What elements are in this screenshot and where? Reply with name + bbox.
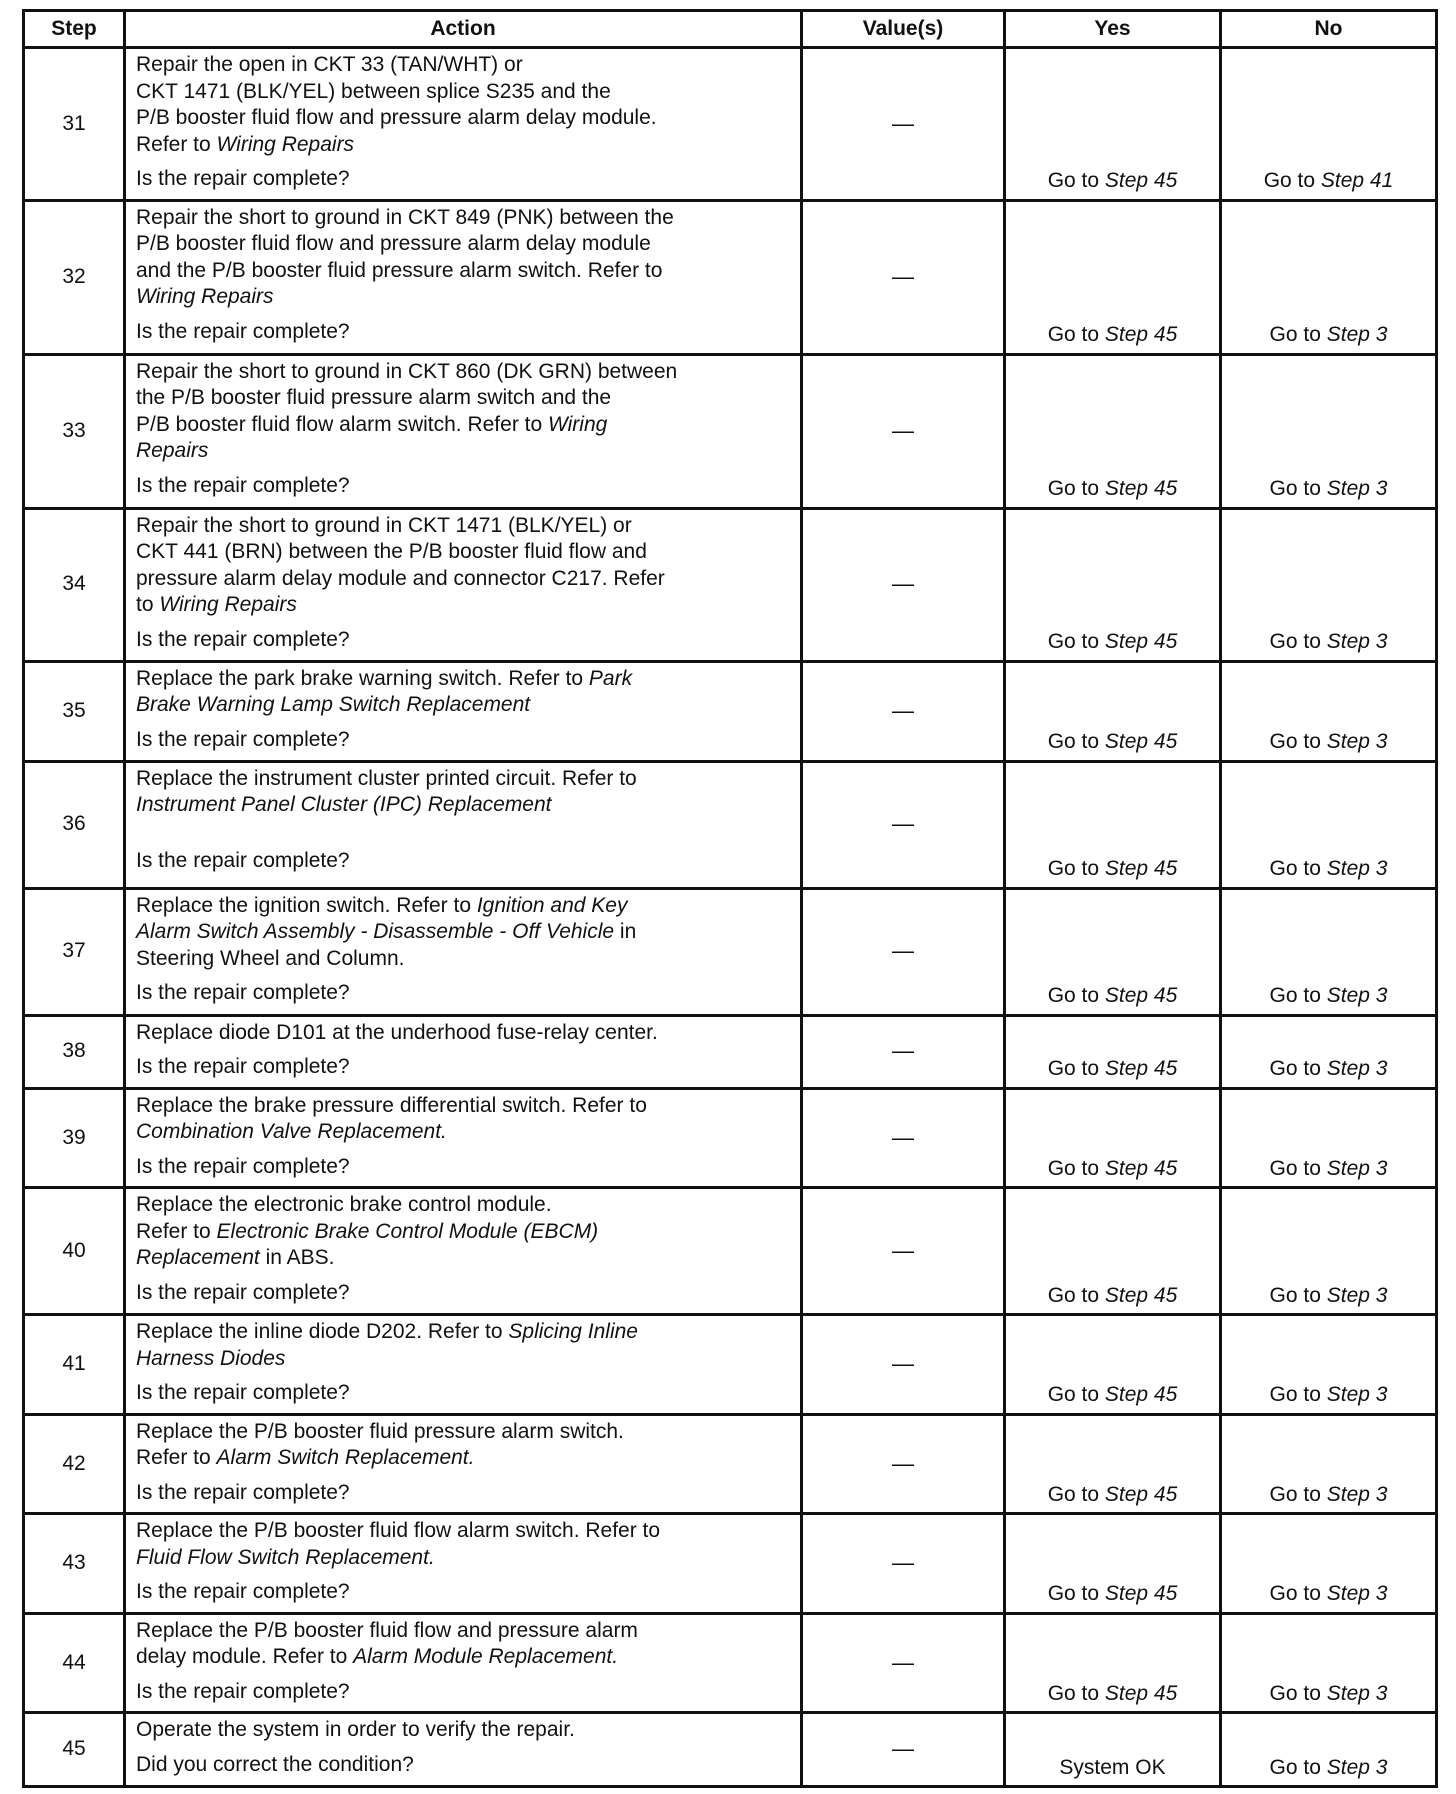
- step-number: 38: [24, 1015, 125, 1088]
- reference-link-text: Alarm Switch Assembly - Disassemble - Off Vehicle: [136, 920, 615, 943]
- action-cell: [125, 48, 802, 201]
- value-cell: —: [802, 1315, 1005, 1415]
- yes-step-ref: Step 45: [1104, 1681, 1178, 1705]
- table-row: [24, 508, 1437, 661]
- reference-link-text: Combination Valve Replacement.: [136, 1120, 447, 1143]
- value-cell: —: [802, 1613, 1005, 1713]
- yes-step-ref: Step 45: [1104, 984, 1178, 1007]
- yes-step-ref: Step 45: [1104, 1482, 1178, 1506]
- no-step-ref: Step 3: [1326, 630, 1388, 653]
- yes-result: [1005, 1713, 1221, 1787]
- diagnostic-table: [22, 9, 1438, 1788]
- header-step: Step: [24, 11, 125, 48]
- action-line: [136, 1346, 792, 1373]
- action-line: [136, 566, 792, 593]
- action-question: Is the repair complete?: [136, 473, 350, 497]
- no-result: [1221, 508, 1437, 661]
- action-segment: P/B booster fluid flow alarm switch. Refer to: [136, 412, 548, 436]
- action-segment: Steering Wheel and Column.: [136, 946, 405, 970]
- action-segment: Replace the P/B booster fluid pressure alarm switch.: [136, 1419, 624, 1443]
- action-segment: to: [136, 593, 160, 616]
- no-result: [1221, 354, 1437, 508]
- value-cell: —: [802, 1188, 1005, 1315]
- reference-link-text: Alarm Module Replacement.: [353, 1645, 619, 1668]
- step-number: 39: [24, 1088, 125, 1188]
- action-text: [136, 1319, 792, 1372]
- no-prefix: Go to: [1269, 1482, 1327, 1506]
- no-result: [1221, 1713, 1437, 1787]
- no-result: [1221, 888, 1437, 1015]
- yes-prefix: Go to: [1047, 984, 1105, 1007]
- action-cell: [125, 888, 802, 1015]
- action-text: [136, 1093, 792, 1146]
- no-step-ref: Step 3: [1326, 730, 1388, 753]
- value-cell: —: [802, 508, 1005, 661]
- step-number: 41: [24, 1315, 125, 1415]
- header-action: Action: [125, 11, 802, 48]
- action-segment: P/B booster fluid flow and pressure alarm delay module.: [136, 106, 657, 129]
- action-line: [136, 919, 792, 946]
- yes-result: [1005, 888, 1221, 1015]
- action-line: [136, 79, 792, 106]
- action-text: [136, 1192, 792, 1272]
- no-prefix: Go to: [1269, 1383, 1327, 1406]
- action-cell: [125, 661, 802, 761]
- action-question: Is the repair complete?: [136, 981, 350, 1004]
- action-line: [136, 1219, 792, 1246]
- yes-prefix: Go to: [1047, 1156, 1105, 1180]
- no-step-ref: Step 41: [1320, 169, 1394, 192]
- action-line: [136, 284, 792, 311]
- header-row: [24, 11, 1437, 48]
- yes-result: [1005, 1414, 1221, 1514]
- action-segment: Replace the P/B booster fluid flow alarm switch. Refer to: [136, 1519, 661, 1542]
- table-row: [24, 354, 1437, 508]
- step-number: 35: [24, 661, 125, 761]
- yes-prefix: Go to: [1047, 1582, 1105, 1605]
- no-step-ref: Step 3: [1326, 857, 1388, 880]
- reference-link-text: Brake Warning Lamp Switch Replacement: [136, 693, 531, 716]
- table-row: [24, 1088, 1437, 1188]
- action-line: [136, 1618, 792, 1645]
- no-result: [1221, 1315, 1437, 1415]
- action-line: [136, 792, 792, 819]
- action-segment: Operate the system in order to verify the repair.: [136, 1718, 575, 1741]
- no-result: [1221, 48, 1437, 201]
- action-question: Is the repair complete?: [136, 319, 350, 343]
- no-prefix: Go to: [1269, 1582, 1327, 1605]
- action-text: [136, 1020, 792, 1047]
- no-prefix: Go to: [1263, 169, 1321, 192]
- action-line: [136, 205, 792, 232]
- yes-result: [1005, 1514, 1221, 1614]
- action-cell: [125, 1713, 802, 1787]
- yes-step-ref: Step 45: [1104, 323, 1178, 346]
- table-row: [24, 1315, 1437, 1415]
- action-question: Is the repair complete?: [136, 1154, 350, 1178]
- action-cell: [125, 1088, 802, 1188]
- step-number: 40: [24, 1188, 125, 1315]
- action-text: [136, 1717, 792, 1744]
- yes-result: [1005, 48, 1221, 201]
- header-values: Value(s): [802, 11, 1005, 48]
- yes-prefix: Go to: [1047, 477, 1105, 500]
- action-line: [136, 1020, 792, 1047]
- action-line: [136, 766, 792, 793]
- action-segment: Replace the park brake warning switch. Refer to: [136, 666, 589, 690]
- value-cell: —: [802, 661, 1005, 761]
- action-segment: P/B booster fluid flow and pressure alarm delay module: [136, 232, 651, 255]
- no-result: [1221, 1613, 1437, 1713]
- no-prefix: Go to: [1269, 1681, 1327, 1705]
- yes-step-ref: Step 45: [1104, 730, 1178, 753]
- action-line: [136, 438, 792, 465]
- yes-prefix: Go to: [1047, 1283, 1105, 1307]
- action-segment: Refer to: [136, 1219, 217, 1243]
- action-segment: Repair the short to ground in CKT 849 (PNK) between the: [136, 205, 674, 229]
- no-result: [1221, 1414, 1437, 1514]
- table-row: [24, 661, 1437, 761]
- no-prefix: Go to: [1269, 730, 1327, 753]
- no-step-ref: Step 3: [1326, 1283, 1388, 1307]
- yes-step-ref: Step 45: [1104, 857, 1178, 880]
- yes-result: [1005, 1088, 1221, 1188]
- yes-result: [1005, 661, 1221, 761]
- action-segment: Replace the brake pressure differential switch. Refer to: [136, 1093, 647, 1117]
- action-line: [136, 513, 792, 540]
- step-number: 31: [24, 48, 125, 201]
- reference-link-text: Park: [588, 666, 633, 690]
- no-result: [1221, 661, 1437, 761]
- action-line: [136, 105, 792, 132]
- action-cell: [125, 1514, 802, 1614]
- action-line: [136, 1319, 792, 1346]
- reference-link-text: Wiring Repairs: [216, 132, 355, 156]
- no-result: [1221, 200, 1437, 354]
- action-text: [136, 52, 792, 158]
- no-result: [1221, 1015, 1437, 1088]
- action-line: [136, 412, 792, 439]
- reference-link-text: Splicing Inline: [508, 1320, 638, 1343]
- no-prefix: Go to: [1269, 1283, 1327, 1307]
- yes-prefix: Go to: [1047, 1383, 1105, 1406]
- header-no: No: [1221, 11, 1437, 48]
- action-line: [136, 592, 792, 619]
- action-segment: Repair the open in CKT 33 (TAN/WHT) or: [136, 53, 523, 76]
- action-text: [136, 1419, 792, 1472]
- action-question: Is the repair complete?: [136, 627, 350, 651]
- yes-result: [1005, 200, 1221, 354]
- yes-prefix: Go to: [1047, 630, 1105, 653]
- reference-link-text: Ignition and Key: [476, 893, 628, 917]
- action-question: Is the repair complete?: [136, 1480, 350, 1504]
- no-prefix: Go to: [1269, 630, 1327, 653]
- yes-prefix: Go to: [1047, 169, 1105, 192]
- step-number: 34: [24, 508, 125, 661]
- action-segment: and the P/B booster fluid pressure alarm switch. Refer to: [136, 258, 663, 282]
- action-line: [136, 231, 792, 258]
- reference-link-text: Wiring Repairs: [159, 593, 297, 616]
- action-line: [136, 1093, 792, 1120]
- reference-link-text: Instrument Panel Cluster (IPC) Replacement: [136, 793, 552, 816]
- value-cell: —: [802, 1713, 1005, 1787]
- table-row: [24, 1613, 1437, 1713]
- value-cell: —: [802, 1088, 1005, 1188]
- no-step-ref: Step 3: [1326, 323, 1388, 346]
- yes-prefix: Go to: [1047, 1482, 1105, 1506]
- yes-prefix: Go to: [1047, 1057, 1105, 1080]
- action-question: Is the repair complete?: [136, 1381, 350, 1404]
- no-step-ref: Step 3: [1326, 1482, 1388, 1506]
- action-question: Did you correct the condition?: [136, 1752, 414, 1776]
- action-segment: in: [614, 920, 637, 943]
- value-cell: —: [802, 888, 1005, 1015]
- no-step-ref: Step 3: [1326, 1755, 1388, 1779]
- step-number: 36: [24, 761, 125, 888]
- action-text: [136, 766, 792, 819]
- action-segment: CKT 441 (BRN) between the P/B booster fluid flow and: [136, 540, 647, 563]
- action-line: [136, 1445, 792, 1472]
- action-line: [136, 52, 792, 79]
- value-cell: —: [802, 1015, 1005, 1088]
- action-segment: Refer to: [136, 132, 217, 156]
- action-question: Is the repair complete?: [136, 727, 350, 751]
- reference-link-text: Wiring: [548, 412, 608, 436]
- no-prefix: Go to: [1269, 1755, 1327, 1779]
- table-row: [24, 761, 1437, 888]
- reference-link-text: Alarm Switch Replacement.: [216, 1446, 475, 1469]
- action-question: Is the repair complete?: [136, 1280, 350, 1304]
- action-cell: [125, 354, 802, 508]
- step-number: 45: [24, 1713, 125, 1787]
- step-number: 37: [24, 888, 125, 1015]
- yes-step-ref: Step 45: [1104, 477, 1178, 500]
- table-row: [24, 1514, 1437, 1614]
- yes-prefix: Go to: [1047, 1681, 1105, 1705]
- action-text: [136, 893, 792, 973]
- action-text: [136, 1518, 792, 1571]
- reference-link-text: Fluid Flow Switch Replacement.: [136, 1545, 435, 1569]
- yes-result: [1005, 1613, 1221, 1713]
- action-line: [136, 946, 792, 973]
- yes-step-ref: Step 45: [1104, 1283, 1178, 1307]
- action-cell: [125, 200, 802, 354]
- yes-prefix: Go to: [1047, 323, 1105, 346]
- reference-link-text: Wiring Repairs: [136, 285, 274, 308]
- yes-step-ref: Step 45: [1104, 1057, 1178, 1080]
- action-line: [136, 666, 792, 693]
- action-segment: Repair the short to ground in CKT 1471 (BLK/YEL) or: [136, 513, 632, 537]
- no-step-ref: Step 3: [1326, 1156, 1388, 1180]
- yes-result: [1005, 508, 1221, 661]
- action-segment: Replace the instrument cluster printed circuit. Refer to: [136, 766, 637, 790]
- action-segment: Replace the ignition switch. Refer to: [136, 893, 477, 917]
- value-cell: —: [802, 48, 1005, 201]
- yes-result: [1005, 761, 1221, 888]
- action-question: Is the repair complete?: [136, 1055, 350, 1078]
- table-row: [24, 1188, 1437, 1315]
- yes-prefix: System OK: [1059, 1755, 1166, 1779]
- yes-step-ref: Step 45: [1104, 1383, 1178, 1406]
- no-step-ref: Step 3: [1326, 1681, 1388, 1705]
- action-line: [136, 359, 792, 386]
- no-prefix: Go to: [1269, 857, 1327, 880]
- action-line: [136, 385, 792, 412]
- value-cell: —: [802, 1514, 1005, 1614]
- action-cell: [125, 1188, 802, 1315]
- table-row: [24, 1414, 1437, 1514]
- reference-link-text: Harness Diodes: [136, 1346, 286, 1370]
- action-text: [136, 359, 792, 465]
- no-step-ref: Step 3: [1326, 477, 1388, 500]
- action-line: [136, 893, 792, 920]
- action-line: [136, 1545, 792, 1572]
- step-number: 33: [24, 354, 125, 508]
- no-step-ref: Step 3: [1326, 1582, 1388, 1605]
- action-line: [136, 1245, 792, 1272]
- action-segment: pressure alarm delay module and connector C217. Refer: [136, 566, 665, 590]
- value-cell: —: [802, 1414, 1005, 1514]
- yes-step-ref: Step 45: [1104, 1582, 1178, 1605]
- no-result: [1221, 1088, 1437, 1188]
- yes-prefix: Go to: [1047, 857, 1105, 880]
- action-cell: [125, 1015, 802, 1088]
- action-segment: Refer to: [136, 1446, 217, 1469]
- action-segment: the P/B booster fluid pressure alarm switch and the: [136, 386, 612, 409]
- action-line: [136, 1644, 792, 1671]
- step-number: 44: [24, 1613, 125, 1713]
- action-line: [136, 539, 792, 566]
- yes-step-ref: Step 45: [1104, 169, 1178, 192]
- action-line: [136, 1717, 792, 1744]
- no-result: [1221, 1514, 1437, 1614]
- reference-link-text: Repairs: [136, 439, 209, 462]
- yes-prefix: Go to: [1047, 730, 1105, 753]
- yes-result: [1005, 1315, 1221, 1415]
- yes-result: [1005, 1188, 1221, 1315]
- action-text: [136, 666, 792, 719]
- action-text: [136, 513, 792, 619]
- value-cell: —: [802, 354, 1005, 508]
- yes-step-ref: Step 45: [1104, 1156, 1178, 1180]
- yes-step-ref: Step 45: [1104, 630, 1178, 653]
- action-segment: Replace the inline diode D202. Refer to: [136, 1320, 509, 1343]
- action-segment: delay module. Refer to: [136, 1645, 354, 1668]
- action-cell: [125, 761, 802, 888]
- action-question: Is the repair complete?: [136, 1679, 350, 1703]
- table-row: [24, 48, 1437, 201]
- table-row: [24, 888, 1437, 1015]
- table-row: [24, 200, 1437, 354]
- action-line: [136, 692, 792, 719]
- no-step-ref: Step 3: [1326, 1383, 1388, 1406]
- action-cell: [125, 1613, 802, 1713]
- yes-result: [1005, 354, 1221, 508]
- action-segment: CKT 1471 (BLK/YEL) between splice S235 and the: [136, 79, 611, 103]
- step-number: 43: [24, 1514, 125, 1614]
- yes-result: [1005, 1015, 1221, 1088]
- action-line: [136, 1419, 792, 1446]
- action-line: [136, 132, 792, 159]
- action-segment: Repair the short to ground in CKT 860 (DK GRN) between: [136, 359, 678, 383]
- no-prefix: Go to: [1269, 477, 1327, 500]
- action-line: [136, 1192, 792, 1219]
- no-step-ref: Step 3: [1326, 1057, 1388, 1080]
- action-cell: [125, 508, 802, 661]
- table-row: [24, 1713, 1437, 1787]
- action-segment: Replace the P/B booster fluid flow and pressure alarm: [136, 1618, 638, 1642]
- no-result: [1221, 1188, 1437, 1315]
- no-step-ref: Step 3: [1326, 984, 1388, 1007]
- action-cell: [125, 1315, 802, 1415]
- reference-link-text: Electronic Brake Control Module (EBCM): [216, 1219, 599, 1243]
- action-segment: Replace diode D101 at the underhood fuse-relay center.: [136, 1020, 658, 1044]
- no-prefix: Go to: [1269, 1057, 1327, 1080]
- step-number: 42: [24, 1414, 125, 1514]
- action-text: [136, 1618, 792, 1671]
- reference-link-text: Replacement: [136, 1246, 260, 1269]
- action-segment: in ABS.: [259, 1246, 335, 1269]
- action-line: [136, 1119, 792, 1146]
- value-cell: —: [802, 761, 1005, 888]
- action-text: [136, 205, 792, 311]
- action-segment: Replace the electronic brake control module.: [136, 1193, 552, 1216]
- no-prefix: Go to: [1269, 1156, 1327, 1180]
- step-number: 32: [24, 200, 125, 354]
- action-line: [136, 1518, 792, 1545]
- no-prefix: Go to: [1269, 984, 1327, 1007]
- no-result: [1221, 761, 1437, 888]
- table-row: [24, 1015, 1437, 1088]
- action-line: [136, 258, 792, 285]
- action-cell: [125, 1414, 802, 1514]
- action-question: Is the repair complete?: [136, 167, 350, 190]
- action-question: Is the repair complete?: [136, 1580, 350, 1603]
- action-question: Is the repair complete?: [136, 848, 350, 872]
- header-yes: Yes: [1005, 11, 1221, 48]
- no-prefix: Go to: [1269, 323, 1327, 346]
- value-cell: —: [802, 200, 1005, 354]
